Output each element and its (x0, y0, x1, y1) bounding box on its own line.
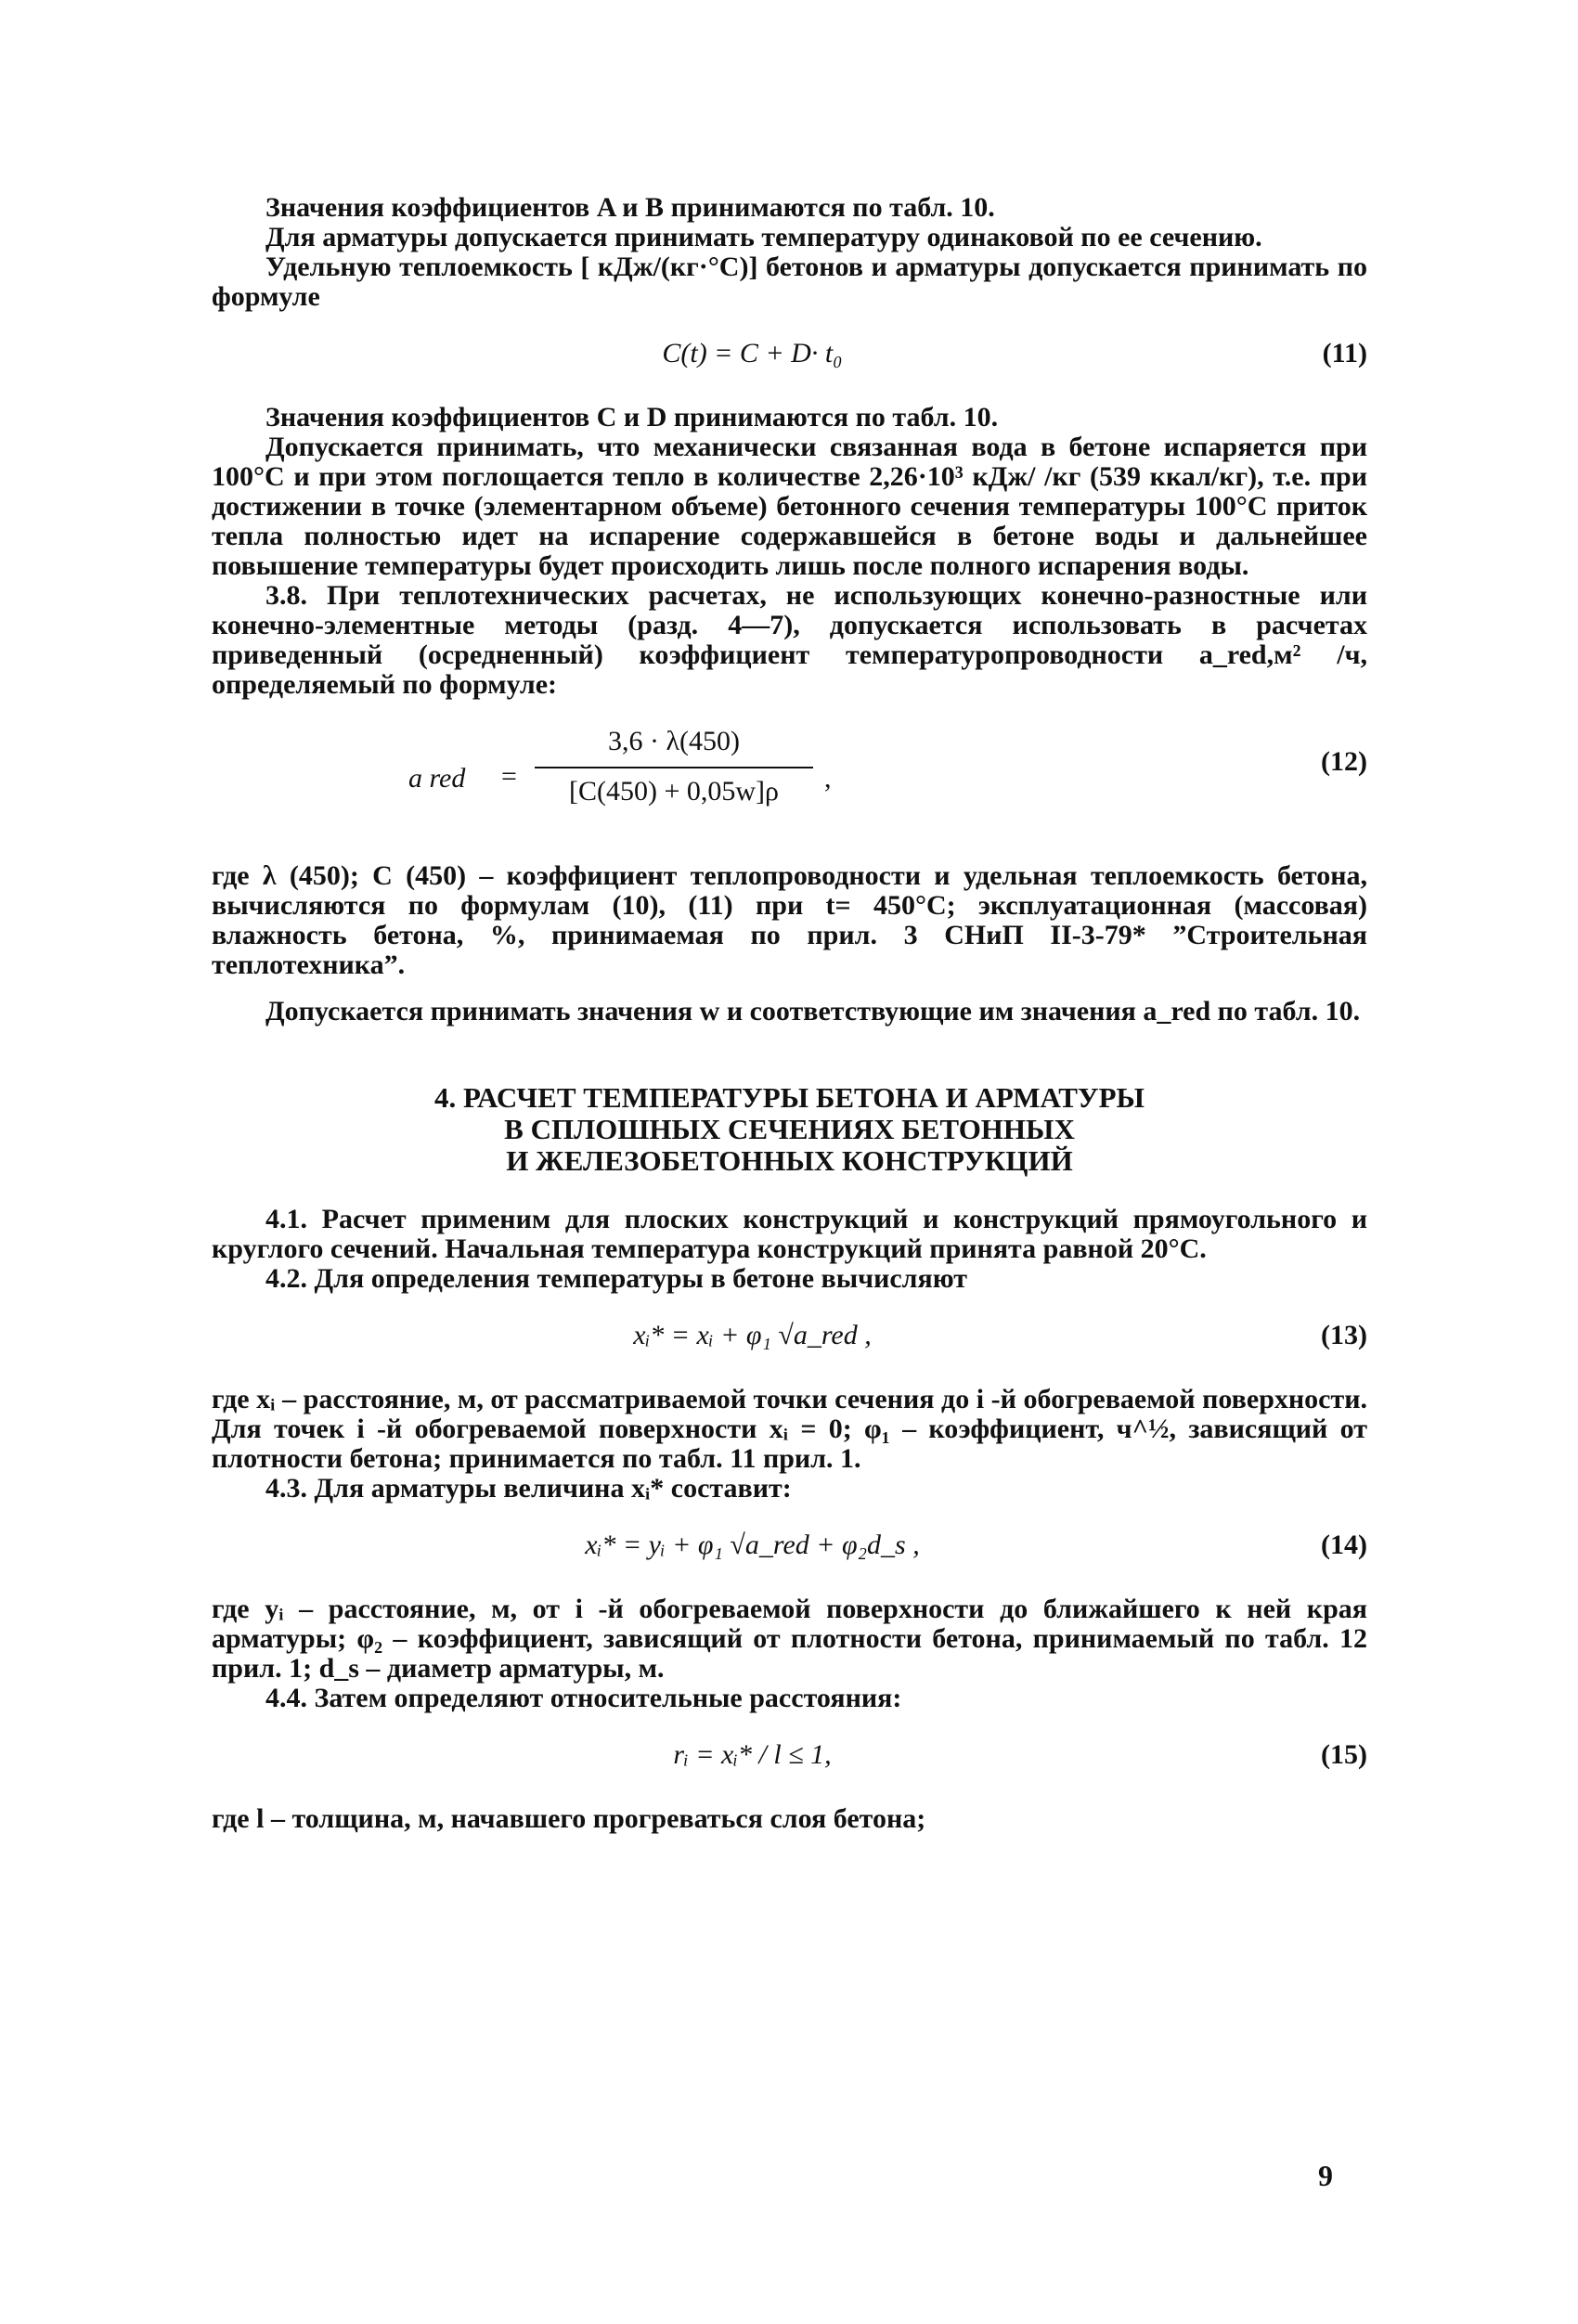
paragraph: Допускается принимать, что механически связанная вода в бетоне испаряется при 100°С и при этом поглощается тепло в количестве 2,26·10³ кДж/ /кг (539 ккал/кг), т.е. при достижении в точке (элементарном объеме) бетонного сечения температуры 100°С приток тепла полностью идет на испарение содержавшейся в бетоне воды и дальнейшее повышение температуры будет происходить лишь после полного испарения воды. (212, 432, 1367, 581)
page-number: 9 (1318, 2159, 1333, 2192)
fraction-numerator: 3,6 · λ(450) (607, 726, 741, 756)
paragraph: где yᵢ – расстояние, м, от i -й обогреваемой поверхности до ближайшего к ней края арматуры; φ₂ – коэффициент, зависящий от плотности бетона, принимаемый по табл. 12 прил. 1; d_s – диаметр арматуры, м. (212, 1594, 1367, 1684)
formula-expression: xᵢ* = yᵢ + φ₁ √a_red + φ₂d_s , (585, 1530, 920, 1560)
paragraph: 4.1. Расчет применим для плоских конструкций и конструкций прямоугольного и круглого сечений. Начальная температура конструкций принята равной 20°С. (212, 1204, 1367, 1264)
formula-lhs: a red (408, 763, 466, 794)
paragraph: 3.8. При теплотехнических расчетах, не использующих конечно-разностные или конечно-элементные методы (разд. 4—7), допускается использовать в расчетах приведенный (осредненный) коэффициент температуропроводности a_red,м² /ч, определяемый по формуле: (212, 580, 1367, 700)
formula-number: (12) (1321, 746, 1367, 777)
fraction-bar (535, 767, 813, 768)
paragraph: Допускается принимать значения w и соответствующие им значения a_red по табл. 10. (265, 996, 1361, 1026)
formula-15 (212, 1730, 1367, 1786)
document-page (212, 193, 1367, 1834)
formula-expression: xᵢ* = xᵢ + φ₁ √a_red , (633, 1320, 872, 1350)
paragraph: 4.2. Для определения температуры в бетоне вычисляют (265, 1263, 968, 1294)
paragraph: где λ (450); C (450) – коэффициент теплопроводности и удельная теплоемкость бетона, вычисляются по формулам (10), (11) при t= 450°С; эксплуатационная (массовая) влажность бетона, %, принимаемая по прил. 3 СНиП II-3-79* ”Строительная теплотехника”. (212, 860, 1367, 980)
formula-number: (15) (1321, 1739, 1367, 1770)
formula-14 (212, 1520, 1367, 1576)
equals-sign: = (501, 761, 517, 792)
formula-11 (212, 329, 1367, 384)
formula-13 (212, 1310, 1367, 1366)
paragraph: где l – толщина, м, начавшего прогреваться слоя бетона; (212, 1803, 926, 1834)
formula-number: (14) (1321, 1530, 1367, 1560)
paragraph: Значения коэффициентов A и B принимаются по табл. 10. (265, 192, 995, 223)
fraction-denominator: [C(450) + 0,05w]ρ (568, 776, 780, 807)
formula-expression: rᵢ = xᵢ* / l ≤ 1, (673, 1739, 832, 1770)
formula-expression: C(t) = C + D· t₀ (662, 338, 843, 368)
section-title-line: И ЖЕЛЕЗОБЕТОННЫХ КОНСТРУКЦИЙ (506, 1144, 1073, 1177)
paragraph: 4.3. Для арматуры величина xᵢ* составит: (265, 1473, 792, 1504)
formula-comma: , (824, 763, 832, 794)
section-title-line: 4. РАСЧЕТ ТЕМПЕРАТУРЫ БЕТОНА И АРМАТУРЫ (434, 1081, 1145, 1114)
paragraph: Значения коэффициентов C и D принимаются по табл. 10. (265, 402, 999, 433)
section-title (212, 1082, 1367, 1177)
paragraph: 4.4. Затем определяют относительные расстояния: (265, 1683, 902, 1713)
paragraph: Удельную теплоемкость [ кДж/(кг·°С)] бетонов и арматуры допускается принимать по формуле (212, 252, 1367, 312)
paragraph: где xᵢ – расстояние, м, от рассматриваемой точки сечения до i -й обогреваемой поверхности. Для точек i -й обогреваемой поверхности xᵢ = 0; φ₁ – коэффициент, ч^½, зависящий от плотности бетона; принимается по табл. 11 прил. 1. (212, 1384, 1367, 1474)
paragraph: Для арматуры допускается принимать температуру одинаковой по ее сечению. (265, 222, 1262, 252)
section-title-line: В СПЛОШНЫХ СЕЧЕНИЯХ БЕТОННЫХ (504, 1113, 1075, 1145)
formula-number: (11) (1322, 338, 1367, 368)
formula-number: (13) (1321, 1320, 1367, 1350)
formula-12 (212, 726, 1367, 837)
